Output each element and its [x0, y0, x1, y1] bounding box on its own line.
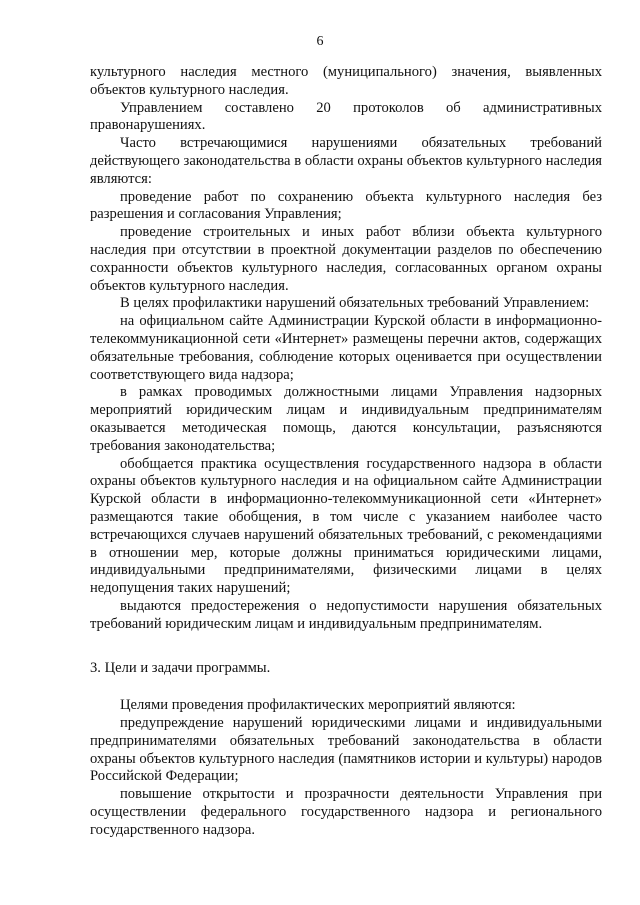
paragraph: на официальном сайте Администрации Курской области в информационно-телекоммуникационной сети «Интернет» размещены перечни актов, содержащих обязательные требования, соблюдение которых оценивается при осуществлении соответствующего вида надзора;: [90, 313, 602, 383]
paragraph: повышение открытости и прозрачности деятельности Управления при осуществлении федерального государственного надзора и регионального государственного надзора.: [90, 786, 602, 838]
paragraph: Целями проведения профилактических мероприятий являются:: [120, 697, 516, 714]
document-body: [90, 64, 602, 840]
section-heading: 3. Цели и задачи программы.: [90, 659, 271, 676]
paragraph: выдаются предостережения о недопустимости нарушения обязательных требований юридическим лицам и индивидуальным предпринимателям.: [90, 597, 602, 632]
page-number: 6: [316, 34, 324, 49]
paragraph: проведение строительных и иных работ вблизи объекта культурного наследия при отсутствии в проектной документации разделов по обеспечению сохранности объектов культурного наследия, согласованных органом охраны объектов культурного наследия.: [90, 224, 602, 294]
paragraph: проведение работ по сохранению объекта культурного наследия без разрешения и согласования Управления;: [90, 188, 602, 223]
paragraph: обобщается практика осуществления государственного надзора в области охраны объектов культурного наследия и на официальном сайте Администрации Курской области в информационно-телекоммуникационной сети «Интернет» размещаются такие обобщения, в том числе с указанием наиболее часто встречающихся случаев нарушений обязательных требований, с рекомендациями в отношении мер, которые должны приниматься юридическими лицами, индивидуальными предпринимателями, физическими лицами в целях недопущения таких нарушений;: [90, 455, 602, 597]
paragraph: Управлением составлено 20 протоколов об административных правонарушениях.: [90, 99, 602, 134]
paragraph: Часто встречающимися нарушениями обязательных требований действующего законодательства в области охраны объектов культурного наследия являются:: [90, 135, 602, 187]
paragraph: культурного наследия местного (муниципального) значения, выявленных объектов культурного наследия.: [90, 64, 602, 98]
paragraph: в рамках проводимых должностными лицами Управления надзорных мероприятий юридическим лицам и индивидуальным предпринимателям оказывается методическая помощь, даются консультации, разъясняются требования законодательства;: [90, 384, 602, 454]
paragraph: В целях профилактики нарушений обязательных требований Управлением:: [120, 295, 590, 312]
paragraph: предупреждение нарушений юридическими лицами и индивидуальными предпринимателями обязательных требований законодательства в области охраны объектов культурного наследия (памятников истории и культуры) народов Российской Федерации;: [90, 715, 602, 785]
